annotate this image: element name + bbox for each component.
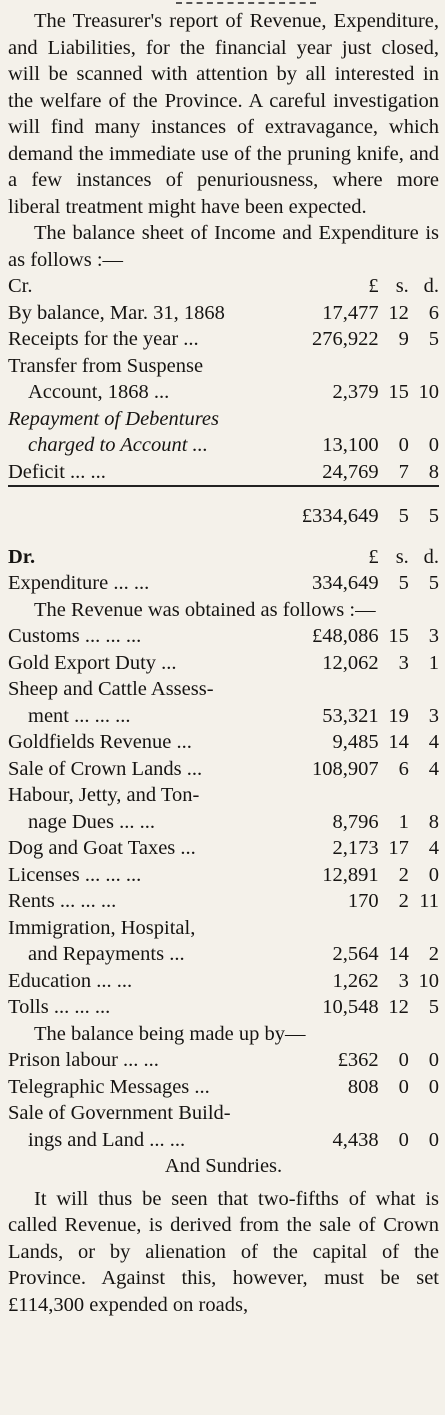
total-pence: 5 xyxy=(428,505,439,527)
revenue-row xyxy=(8,623,439,650)
row-pence: 2 xyxy=(428,943,439,965)
row-amount: 24,769 xyxy=(284,459,379,487)
row-label: Gold Export Duty ... xyxy=(8,651,177,674)
row-amount xyxy=(284,676,379,703)
revenue-row xyxy=(8,941,439,968)
row-amount: 108,907 xyxy=(312,757,379,780)
row-shillings: 15 xyxy=(388,381,409,403)
row-amount: 17,477 xyxy=(322,301,379,324)
row-shillings xyxy=(379,915,409,942)
row-shillings: 15 xyxy=(388,625,409,647)
expenditure-row xyxy=(8,570,439,597)
row-label: Rents ... ... ... xyxy=(8,890,117,912)
row-label: charged to Account ... xyxy=(28,434,208,456)
row-label: Goldfields Revenue ... xyxy=(8,731,192,753)
balance-sheet-row xyxy=(8,300,439,327)
row-amount: £48,086 xyxy=(312,625,379,647)
shillings-header: s. xyxy=(395,275,409,297)
row-shillings: 1 xyxy=(398,810,409,833)
row-amount: 808 xyxy=(347,1075,379,1098)
row-amount: 12,891 xyxy=(322,863,379,886)
row-pence: 5 xyxy=(428,996,439,1018)
row-label: Account, 1868 ... xyxy=(28,381,170,403)
row-label: Sheep and Cattle Assess- xyxy=(8,678,214,700)
row-amount: 4,438 xyxy=(332,1128,379,1151)
revenue-row xyxy=(8,915,439,942)
revenue-row xyxy=(8,703,439,730)
row-amount xyxy=(284,915,379,942)
row-amount xyxy=(284,406,379,433)
row-amount: 13,100 xyxy=(322,434,379,456)
revenue-table xyxy=(8,623,439,1021)
row-shillings: 12 xyxy=(388,301,409,324)
row-pence: 0 xyxy=(428,434,439,456)
dr-shillings-header: s. xyxy=(395,545,409,568)
row-amount: 2,173 xyxy=(332,837,379,859)
row-label: Expenditure ... ... xyxy=(8,572,150,594)
row-label: Telegraphic Messages ... xyxy=(8,1075,210,1098)
dr-label: Dr. xyxy=(8,545,36,568)
revenue-row xyxy=(8,650,439,677)
closing-paragraph: It will thus be seen that two-fifths of what is called Revenue, is derived from the sale of Crown Lands, or by alienation of the capital of the Province. Against this, however, must be set £114,300 expended on roads, xyxy=(8,1187,439,1316)
row-pence: 10 xyxy=(418,381,439,403)
revenue-row xyxy=(8,782,439,809)
sundries-line: And Sundries. xyxy=(164,1155,283,1177)
row-label: Deficit ... ... xyxy=(8,459,284,487)
revenue-row xyxy=(8,835,439,862)
row-amount xyxy=(284,782,379,809)
revenue-row xyxy=(8,994,439,1021)
row-label: nage Dues ... ... xyxy=(28,810,155,833)
row-amount: 53,321 xyxy=(322,704,379,727)
revenue-row xyxy=(8,676,439,703)
row-shillings: 7 xyxy=(379,459,409,487)
row-amount: 12,062 xyxy=(322,651,379,674)
cr-label: Cr. xyxy=(8,275,33,297)
row-pence xyxy=(409,676,439,703)
row-label: Sale of Government Build- xyxy=(8,1102,231,1124)
row-amount: 276,922 xyxy=(312,328,379,350)
row-label: ings and Land ... ... xyxy=(28,1128,186,1151)
balance-sheet-row xyxy=(8,406,439,433)
balance-sheet-row xyxy=(8,379,439,406)
row-shillings: 12 xyxy=(388,996,409,1018)
balance-made-up-row xyxy=(8,1127,439,1154)
row-shillings xyxy=(379,353,409,380)
row-pence: 10 xyxy=(418,969,439,992)
row-amount: 1,262 xyxy=(332,969,379,992)
row-amount: 9,485 xyxy=(332,731,379,753)
row-shillings xyxy=(379,1100,409,1127)
row-pence: 0 xyxy=(428,1128,439,1151)
row-shillings: 0 xyxy=(398,1075,409,1098)
row-shillings xyxy=(379,406,409,433)
row-label: By balance, Mar. 31, 1868 xyxy=(8,301,225,324)
row-amount: 2,564 xyxy=(332,943,379,965)
row-label: and Repayments ... xyxy=(28,943,185,965)
row-shillings: 17 xyxy=(388,837,409,859)
row-pence: 8 xyxy=(428,810,439,833)
row-pence: 0 xyxy=(428,1075,439,1098)
row-pence: 11 xyxy=(419,890,439,912)
row-amount xyxy=(284,353,379,380)
intro-paragraph: The Treasurer's report of Revenue, Expenditure, and Liabilities, for the financial year just closed, will be scanned with attention by all interested in the welfare of the Province. A careful investigation will find many instances of extravagance, which demand the immediate use of the pruning knife, and a few instances of penuriousness, where more liberal treatment might have been expected. xyxy=(8,10,439,218)
row-shillings xyxy=(379,782,409,809)
revenue-intro: The Revenue was obtained as follows :— xyxy=(34,598,376,621)
row-amount: 334,649 xyxy=(312,572,379,594)
balance-made-up-row xyxy=(8,1047,439,1074)
row-label: Customs ... ... ... xyxy=(8,625,142,647)
row-shillings: 9 xyxy=(398,328,409,350)
revenue-row xyxy=(8,968,439,995)
dr-pence-header: d. xyxy=(423,545,439,568)
revenue-row xyxy=(8,729,439,756)
row-pence: 1 xyxy=(428,651,439,674)
balance-total-table xyxy=(8,487,439,597)
row-label: Tolls ... ... ... xyxy=(8,996,111,1018)
row-label: Prison labour ... ... xyxy=(8,1049,159,1071)
dr-header-row xyxy=(8,544,439,571)
row-label: Receipts for the year ... xyxy=(8,328,199,350)
balance-sheet-intro: The balance sheet of Income and Expenditure is as follows :— xyxy=(8,222,439,271)
balance-sheet-row xyxy=(8,353,439,380)
row-shillings: 14 xyxy=(388,943,409,965)
row-shillings: 6 xyxy=(398,757,409,780)
row-shillings: 2 xyxy=(398,890,409,912)
row-amount: 170 xyxy=(347,890,379,912)
row-shillings: 14 xyxy=(388,731,409,753)
balance-sheet-row xyxy=(8,432,439,459)
row-amount: £362 xyxy=(337,1049,379,1071)
row-pence: 5 xyxy=(428,328,439,350)
row-pence xyxy=(409,1100,439,1127)
row-label: Transfer from Suspense xyxy=(8,354,204,377)
revenue-row xyxy=(8,756,439,783)
row-label: Repayment of Debentures xyxy=(8,407,220,430)
balance-made-up-table xyxy=(8,1047,439,1153)
balance-sheet-row xyxy=(8,326,439,353)
balance-sheet-row xyxy=(8,459,439,487)
row-pence: 5 xyxy=(428,572,439,594)
balance-made-up-intro: The balance being made up by— xyxy=(34,1022,306,1045)
row-pence: 0 xyxy=(428,1049,439,1071)
dr-pounds-header: £ xyxy=(368,545,379,568)
row-shillings: 3 xyxy=(398,969,409,992)
row-pence xyxy=(409,782,439,809)
row-amount: 2,379 xyxy=(332,381,379,403)
row-shillings: 0 xyxy=(398,1128,409,1151)
row-pence: 6 xyxy=(428,301,439,324)
pence-header: d. xyxy=(423,275,439,297)
row-label: Licenses ... ... ... xyxy=(8,863,142,886)
row-label: ment ... ... ... xyxy=(28,704,131,727)
torn-top-edge xyxy=(8,0,439,8)
row-shillings xyxy=(379,676,409,703)
row-label: Dog and Goat Taxes ... xyxy=(8,837,196,859)
balance-sheet-table xyxy=(8,273,439,487)
balance-made-up-row xyxy=(8,1074,439,1101)
row-amount: 8,796 xyxy=(332,810,379,833)
row-pence xyxy=(409,353,439,380)
row-shillings: 2 xyxy=(398,863,409,886)
revenue-row xyxy=(8,888,439,915)
row-pence: 0 xyxy=(428,863,439,886)
revenue-row xyxy=(8,862,439,889)
row-amount xyxy=(284,1100,379,1127)
row-amount: 10,548 xyxy=(322,996,379,1018)
balance-made-up-row xyxy=(8,1100,439,1127)
row-shillings: 19 xyxy=(388,704,409,727)
row-label: Habour, Jetty, and Ton- xyxy=(8,784,200,806)
row-pence: 3 xyxy=(428,704,439,727)
total-shillings: 5 xyxy=(398,505,409,527)
cr-header-row xyxy=(8,273,439,300)
row-label: Immigration, Hospital, xyxy=(8,916,196,939)
row-pence: 4 xyxy=(428,731,439,753)
balance-total-row xyxy=(8,501,439,530)
row-pence: 4 xyxy=(428,837,439,859)
row-pence: 3 xyxy=(428,625,439,647)
row-pence: 4 xyxy=(428,757,439,780)
row-shillings: 0 xyxy=(398,434,409,456)
total-amount: £334,649 xyxy=(301,505,379,527)
revenue-row xyxy=(8,809,439,836)
row-pence: 8 xyxy=(409,459,439,487)
row-shillings: 3 xyxy=(398,651,409,674)
row-shillings: 5 xyxy=(398,572,409,594)
row-label: Education ... ... xyxy=(8,969,133,992)
row-shillings: 0 xyxy=(398,1049,409,1071)
row-pence xyxy=(409,915,439,942)
row-label: Sale of Crown Lands ... xyxy=(8,757,203,780)
pounds-header: £ xyxy=(368,275,379,297)
row-pence xyxy=(409,406,439,433)
